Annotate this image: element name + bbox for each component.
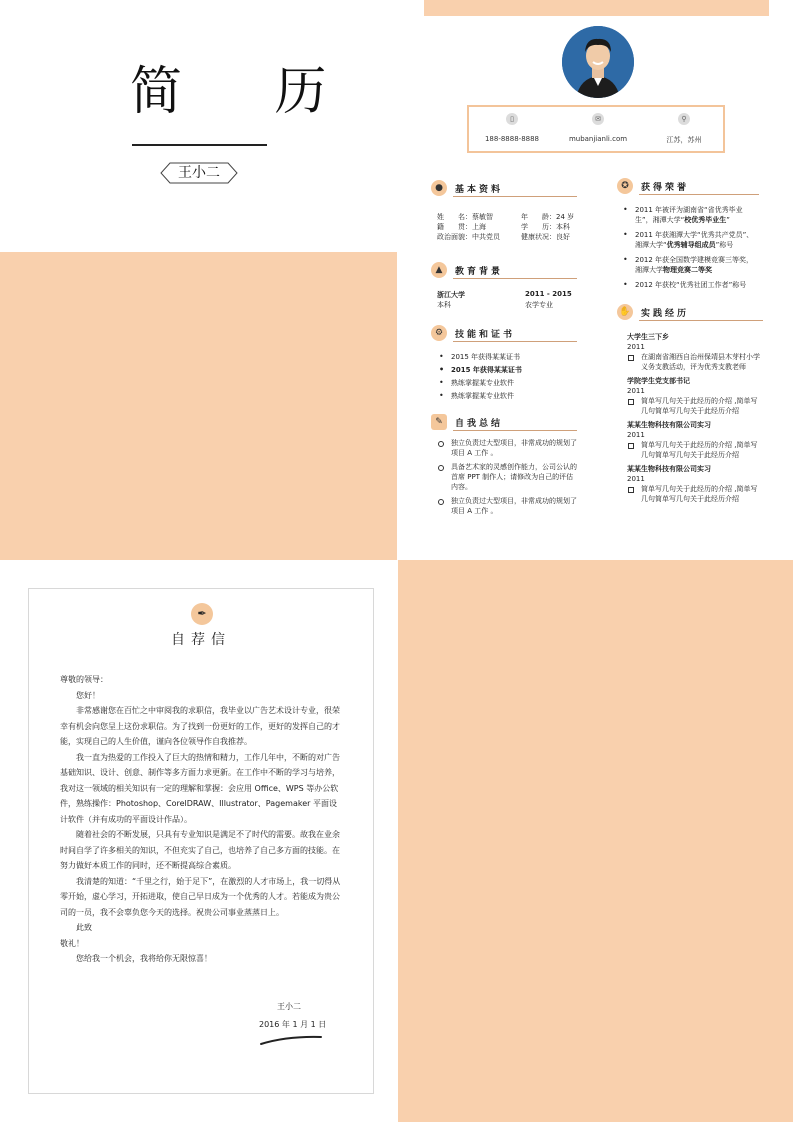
skill-item: • 2015 年获得某某证书 [437, 365, 587, 375]
cover-letter [28, 588, 374, 1094]
letter-body [60, 672, 344, 967]
award-highlight: 校优秀毕业生 [684, 216, 727, 224]
gear-icon: ⚙ [431, 325, 447, 341]
letter-greeting: 您好！ [76, 690, 100, 700]
basic-education: 学 历：本科 [521, 223, 570, 231]
letter-signature: 王小二 [277, 1002, 301, 1011]
profile-photo [562, 26, 634, 98]
award-item [621, 230, 757, 250]
medal-icon: ✪ [617, 178, 633, 194]
award-text: 2011 年获湘潭大学“优秀共产党员”、湘潭大学“ [635, 231, 754, 249]
letter-regards: 敬礼！ [60, 938, 84, 948]
letter-paragraph: 我一直为热爱的工作投入了巨大的热情和精力，工作几年中，不断的对广告基础知识、设计、创意、制作等多方面力求更新。在工作中不断的学习与培养，我对这一领域的相关知识有一定的理解和掌握：会应用 Office、WPS 等办公软件，熟练操作：Photoshop、CorelDRAW、Illustrator、Pagemaker 平面设计软件（并有成功的平面设计作品）。 [60, 752, 340, 824]
awards-heading: 获得荣誉 [641, 183, 690, 193]
basic-info-heading: 基本资料 [455, 185, 504, 195]
summary-header [431, 414, 591, 432]
education-heading: 教育背景 [455, 267, 504, 277]
award-text: 2012 年获校“优秀社团工作者”称号 [635, 281, 747, 289]
summary-item: 独立负责过大型项目，非常成功的规划了项目 A 工作 。 [437, 496, 579, 516]
location-pin-icon: ⚲ [678, 113, 690, 125]
awards-header [617, 178, 767, 196]
skills-list [437, 352, 587, 401]
award-text: 2011 年被评为湖南省“省优秀毕业生”，湘潭大学“ [635, 206, 743, 224]
basic-age: 年 龄：24 岁 [521, 213, 575, 221]
practice-item [627, 376, 761, 416]
practice-org: 学院学生党支部书记 [627, 377, 690, 385]
award-text-end: ”称号 [715, 241, 734, 249]
practice-org: 某某生物科技有限公司实习 [627, 465, 711, 473]
awards-list [621, 205, 757, 290]
basic-hometown: 籍 贯：上海 [437, 223, 486, 231]
basic-info-rule [453, 196, 577, 197]
skills-header [431, 325, 591, 343]
practice-item [627, 420, 761, 460]
skills-rule [453, 341, 577, 342]
practice-header [617, 304, 767, 322]
handshake-icon: ✋ [617, 304, 633, 320]
phone-icon: ▯ [506, 113, 518, 125]
education-header [431, 262, 591, 280]
summary-item: 具备艺术家的灵感创作能力，公司公认的首席 PPT 制作人；请修改为自己的评估内容。 [437, 462, 579, 492]
left-peach-block [0, 252, 397, 560]
practice-heading: 实践经历 [641, 309, 690, 319]
contact-location [641, 113, 727, 145]
mail-icon: ✉ [592, 113, 604, 125]
basic-info-right [521, 212, 591, 242]
practice-rule [639, 320, 763, 321]
practice-desc: 简单写几句关于此经历的介绍 ,简单写几句简单写几句关于此经历介绍 [627, 396, 761, 416]
practice-desc: 简单写几句关于此经历的介绍 ,简单写几句简单写几句关于此经历介绍 [627, 440, 761, 460]
summary-heading: 自我总结 [455, 419, 504, 429]
award-item [621, 255, 757, 275]
awards-rule [639, 194, 759, 195]
avatar-portrait [562, 26, 634, 98]
basic-info-left [437, 212, 523, 242]
practice-year: 2011 [627, 431, 645, 439]
name-tag [160, 162, 238, 184]
applicant-name: 王小二 [178, 165, 220, 181]
letter-salutation: 尊敬的领导： [60, 675, 108, 684]
feather-pen-icon: ✒ [191, 603, 213, 625]
education-major: 农学专业 [525, 301, 553, 309]
education-degree: 本科 [437, 301, 451, 309]
practice-desc: 简单写几句关于此经历的介绍 ,简单写几句简单写几句关于此经历介绍 [627, 484, 761, 504]
letter-paragraph: 非常感谢您在百忙之中审阅我的求职信，我毕业以广告艺术设计专业，很荣幸有机会向您呈上这份求职信。为了找到一份更好的工作，更好的发挥自己的才能，实现自己的人生价值，谨向各位领导作自我推荐。 [60, 706, 340, 746]
summary-item: 独立负责过大型项目，非常成功的规划了项目 A 工作 。 [437, 438, 579, 458]
summary-list [437, 438, 579, 516]
letter-paragraph: 我清楚的知道：“千里之行，始于足下”，在激烈的人才市场上，我一切得从零开始，虚心学习，开拓进取，使自己早日成为一个优秀的人才。若能成为贵公司的一员，我不会辜负您今天的选择。祝贵公司事业蒸蒸日上。 [60, 876, 341, 917]
letter-paragraph: 随着社会的不断发展，只具有专业知识是满足不了时代的需要。故我在业余时间自学了许多相关的知识，不但充实了自己，也培养了自己多方面的技能。在努力做好本质工作的同时，还不断提高综合素质。 [60, 830, 340, 870]
skill-item: • 熟练掌握某专业软件 [437, 378, 587, 388]
practice-desc: 在湖南省湘西自治州保靖县木芽村小学义务支教活动，评为优秀支教老师 [627, 352, 761, 372]
practice-year: 2011 [627, 387, 645, 395]
graduation-cap-icon: ▲ [431, 262, 447, 278]
award-highlight: 物理竞赛二等奖 [663, 266, 712, 274]
practice-item [627, 464, 761, 504]
summary-rule [453, 430, 577, 431]
letter-closing: 此致 [76, 923, 92, 932]
location-text: 江苏，苏州 [666, 136, 702, 144]
award-text-end: ” [726, 216, 730, 224]
education-period: 2011 - 2015 [525, 290, 572, 298]
letter-final-line: 您给我一个机会，我将给你无限惊喜！ [76, 954, 212, 963]
award-item [621, 205, 757, 225]
letter-date: 2016 年 1 月 1 日 [259, 1020, 327, 1029]
basic-name: 姓 名：蔡敏智 [437, 213, 493, 221]
person-icon: ● [431, 180, 447, 196]
basic-health: 健康状况：良好 [521, 233, 570, 241]
email-text: mubanjianli.com [568, 135, 628, 143]
skill-item: • 熟练掌握某专业软件 [437, 391, 587, 401]
phone-text: 188-8888-8888 [484, 135, 540, 143]
edit-icon: ✎ [431, 414, 447, 430]
skill-item: • 2015 年获得某某证书 [437, 352, 587, 362]
practice-list [627, 332, 761, 504]
education-rule [453, 278, 577, 279]
contact-phone [469, 113, 555, 143]
education-school: 浙江大学 [437, 291, 465, 299]
contact-email [555, 113, 641, 143]
award-text: 2012 年获全国数学建模竞赛三等奖，湘潭大学 [635, 256, 754, 274]
practice-org: 某某生物科技有限公司实习 [627, 421, 711, 429]
top-peach-bar [424, 0, 769, 16]
resume-title: 简 历 [130, 62, 365, 122]
signature-scribble [257, 1033, 327, 1047]
practice-year: 2011 [627, 343, 645, 351]
basic-info-header [431, 180, 591, 198]
practice-org: 大学生三下乡 [627, 333, 669, 341]
practice-year: 2011 [627, 475, 645, 483]
award-item [621, 280, 757, 290]
letter-title: 自荐信 [171, 632, 231, 648]
practice-item [627, 332, 761, 372]
right-peach-block [398, 560, 793, 1122]
contact-box [467, 105, 725, 153]
skills-heading: 技能和证书 [455, 330, 516, 340]
award-highlight: 优秀辅导组成员 [666, 241, 716, 249]
basic-political: 政治面貌：中共党员 [437, 233, 500, 241]
title-divider [132, 144, 267, 146]
